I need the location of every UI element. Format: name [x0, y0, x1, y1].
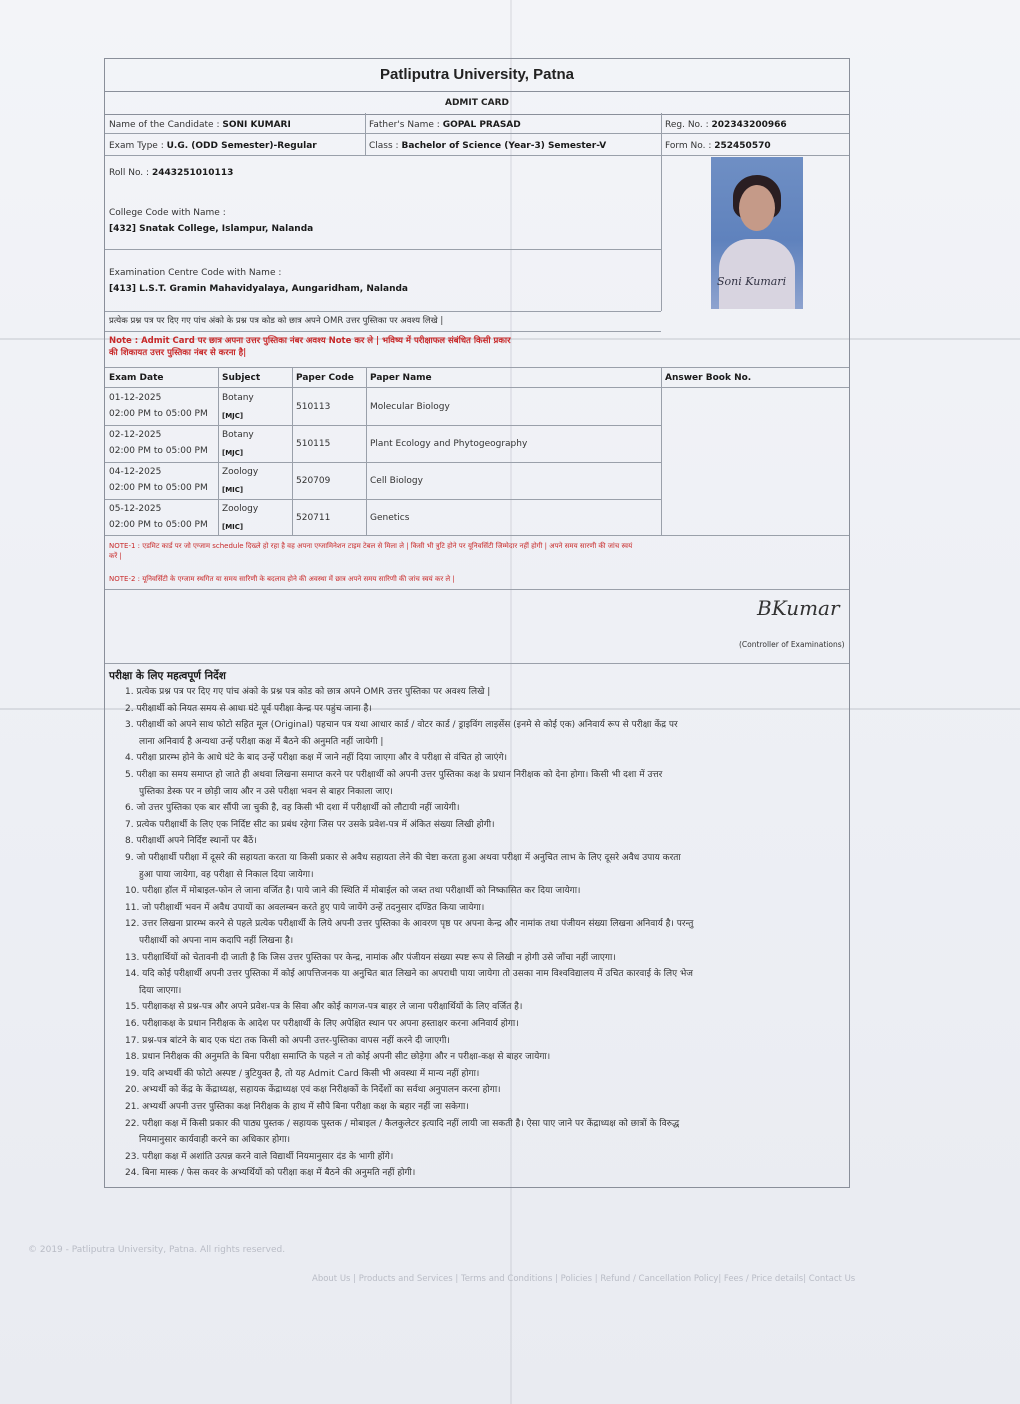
table-row-date: 02-12-2025 [109, 430, 162, 440]
instruction-item: 7. प्रत्येक परीक्षार्थी के लिए एक निर्दिष्ट सीट का प्रबंध रहेगा जिस पर उसके प्रवेश-पत्र में अंकित संख्या लिखी होगी। [125, 819, 495, 830]
footer-links[interactable]: About Us | Products and Services | Terms and Conditions | Policies | Refund / Cancellation Policy| Fees / Price details| Contact Us [312, 1274, 856, 1284]
form-no-row [665, 140, 845, 152]
photo-body [719, 239, 795, 309]
instruction-item: नियमानुसार कार्यवाही करने का अधिकार होगा। [139, 1135, 290, 1146]
row-divider [105, 155, 849, 156]
admit-card-heading: ADMIT CARD [105, 91, 849, 115]
instruction-item: 19. यदि अभ्यर्थी की फोटो अस्पष्ट / त्रुटियुक्त है, तो यह Admit Card किसी भी अवस्था में मान्य नहीं होगा। [125, 1068, 480, 1079]
instruction-item: परीक्षार्थी को अपना नाम कदापि नहीं लिखना है। [139, 936, 294, 946]
row-divider [105, 133, 849, 134]
table-row-paper: Molecular Biology [370, 402, 450, 412]
table-row-time: 02:00 PM to 05:00 PM [109, 409, 208, 419]
admit-card [104, 58, 850, 1188]
table-row-time: 02:00 PM to 05:00 PM [109, 483, 208, 493]
th-exam-date: Exam Date [109, 373, 164, 383]
exam-type-label: Exam Type : [109, 141, 164, 151]
father-name: GOPAL PRASAD [442, 120, 521, 130]
photo-signature: Soni Kumari [717, 275, 787, 288]
instruction-item: 13. परीक्षार्थियों को चेतावनी दी जाती है कि जिस उत्तर पुस्तिका पर केन्द्र, नामांक और पंजीयन संख्या स्पष्ट रूप से लिखी न होगी उसे जाँचा नहीं जाएगा। [125, 952, 616, 963]
note-1 [109, 541, 845, 561]
father-name-label: Father's Name : [369, 120, 440, 130]
th-answer-book: Answer Book No. [665, 373, 752, 383]
instruction-item: 11. जो परीक्षार्थी भवन में अवैध उपायों का अवलम्बन करते हुए पाये जायेंगे उन्हें तदनुसार दण्डित किया जायेगा। [125, 902, 485, 913]
instruction-item: 4. परीक्षा प्रारम्भ होने के आधे घंटे के बाद उन्हें परीक्षा कक्ष में जाने नहीं दिया जाएगा और वे परीक्षा से वंचित हो जाएंगे। [125, 753, 508, 764]
instructions-heading: परीक्षा के लिए महत्वपूर्ण निर्देश [109, 670, 226, 682]
table-row-code: 510113 [296, 402, 331, 412]
reg-no-label: Reg. No. : [665, 120, 709, 130]
candidate-name-row [109, 119, 361, 131]
note-1-text: NOTE-1 : एडमिट कार्ड पर जो एग्जाम schedule दिख्ले हो रहा है वह अपना एग्जामिनेशन टाइम टेबल से मिला ले | किसी भी त्रुटि होने पर यूनिवर्सिटी जिम्मेदार नहीं होगी | अपने समय सारणी की जांच स्वयं [109, 542, 633, 550]
table-header-bottom [105, 387, 849, 388]
table-row-time: 02:00 PM to 05:00 PM [109, 446, 208, 456]
row-divider [105, 663, 849, 664]
instruction-item: 6. जो उत्तर पुस्तिका एक बार सौंपी जा चुकी है, वह किसी भी दशा में परीक्षार्थी को लौटायी नहीं जायेगी। [125, 803, 460, 814]
instruction-item: 12. उत्तर लिखना प्रारम्भ करने से पहले प्रत्येक परीक्षार्थी के लिये अपनी उत्तर पुस्तिका के आवरण पृष्ठ पर अपना केन्द्र और नामांक तथा पंजीयन संख्या लिखना अनिवार्य है। परन्तु [125, 919, 694, 930]
row-divider [105, 249, 661, 250]
instruction-item: 23. परीक्षा कक्ष में अशांति उत्पन्न करने वाले विद्यार्थी नियमानुसार दंड के भागी होंगे। [125, 1151, 394, 1162]
roll-no: 2443251010113 [151, 168, 234, 178]
note-line-2: की शिकायत उत्तर पुस्तिका नंबर से करना है| [109, 348, 247, 358]
col-divider [218, 367, 219, 535]
row-divider [105, 499, 661, 500]
class-label: Class : [369, 141, 399, 151]
exam-type: U.G. (ODD Semester)-Regular [166, 141, 317, 151]
table-bottom [105, 535, 849, 536]
roll-no-label: Roll No. : [109, 168, 150, 178]
instruction-item: 9. जो परीक्षार्थी परीक्षा में दूसरे की सहायता करता या किसी प्रकार से अवैध सहायता लेने की चेष्टा करता हुआ अथवा परीक्षा में अनुचित लाभ के लिए दूसरे अवैध उपाय करता [125, 853, 681, 863]
controller-signature: BKumar [757, 596, 840, 620]
instruction-item: 8. परीक्षार्थी अपने निर्दिष्ट स्थानों पर बैठें। [125, 836, 257, 847]
instruction-item: हुआ पाया जायेगा, वह परीक्षा से निकाल दिया जायेगा। [139, 869, 314, 880]
table-row-subject: Botany [222, 430, 254, 440]
university-title: Patliputra University, Patna [380, 66, 574, 83]
table-row-tag: [MJC] [222, 449, 244, 457]
candidate-name: SONI KUMARI [222, 120, 291, 130]
omr-notice: प्रत्येक प्रश्न पत्र पर दिए गए पांच अंको के प्रश्न पत्र कोड को छात्र अपने OMR उत्तर पुस्तिका पर अवश्य लिखे | [109, 316, 444, 326]
college-label: College Code with Name : [109, 208, 226, 218]
instruction-item: 16. परीक्षाकक्ष के प्रधान निरीक्षक के आदेश पर परीक्षार्थी के लिए अपेक्षित स्थान पर अपना हस्ताक्षर करना अनिवार्य होगा। [125, 1019, 519, 1029]
note-line-1: Note : Admit Card पर छात्र अपना उत्तर पुस्तिका नंबर अवश्य Note कर ले | भविष्य में परीक्षाफल संबंधित किसी प्रकार [109, 336, 511, 346]
col-divider [292, 367, 293, 535]
class-value: Bachelor of Science (Year-3) Semester-V [401, 141, 607, 151]
instruction-item: 2. परीक्षार्थी को नियत समय से आधा घंटे पूर्व परीक्षा केन्द्र पर पहुंच जाना है। [125, 703, 372, 714]
footer-copyright: © 2019 - Patliputra University, Patna. All rights reserved. [28, 1245, 286, 1255]
table-row-time: 02:00 PM to 05:00 PM [109, 520, 208, 530]
col-divider [366, 367, 367, 535]
form-no-label: Form No. : [665, 141, 712, 151]
table-row-subject: Zoology [222, 504, 259, 514]
note-1-text-cont: करें | [109, 552, 122, 560]
row-divider [105, 425, 661, 426]
instruction-item: 21. अभ्यर्थी अपनी उत्तर पुस्तिका कक्ष निरीक्षक के हाथ में सौपे बिना परीक्षा कक्ष के बहार नहीं जा सकेगा। [125, 1102, 469, 1112]
table-row-code: 520711 [296, 513, 331, 523]
instruction-item: लाना अनिवार्य है अन्यथा उन्हें परीक्षा कक्ष में बैठने की अनुमति नहीं जायेगी | [139, 736, 384, 747]
row-divider [105, 331, 661, 332]
controller-label: (Controller of Examinations) [739, 640, 845, 649]
instruction-item: 1. प्रत्येक प्रश्न पत्र पर दिए गए पांच अंको के प्रश्न पत्र कोड को छात्र अपने OMR उत्तर पुस्तिका पर अवश्य लिखे | [125, 687, 491, 697]
reg-no: 202343200966 [711, 120, 787, 130]
note-2: NOTE-2 : यूनिवर्सिटी के एग्जाम स्थगित या समय सारिणी के बदलाव होने की अवस्था में छात्र अपने समय सारिणी की जांच स्वयं कर ले | [109, 575, 455, 583]
table-row-date: 05-12-2025 [109, 504, 162, 514]
instruction-item: 5. परीक्षा का समय समाप्त हो जाते ही अथवा लिखना समाप्त करने पर परीक्षार्थी को अपनी उत्तर पुस्तिका कक्ष के प्रधान निरीक्षक को देना होगा। किसी भी दशा में उत्तर [125, 770, 663, 780]
instruction-item: 10. परीक्षा हॉल में मोबाइल-फोन ले जाना वर्जित है। पाये जाने की स्थिति में मोबाईल को जब्त तथा परीक्षार्थी को निष्कासित कर दिया जायेगा। [125, 886, 581, 897]
roll-no-row [109, 167, 649, 179]
table-row-paper: Plant Ecology and Phytogeography [370, 439, 528, 449]
row-divider [105, 311, 661, 312]
table-top [105, 367, 849, 368]
instruction-item: 14. यदि कोई परीक्षार्थी अपनी उत्तर पुस्तिका में कोई आपत्तिजनक या अनुचित बात लिखने का अपराधी पाया जायेगा तो उसका नाम विश्वविद्यालय में उचित कारवाई के लिए भेज [125, 969, 693, 980]
th-subject: Subject [222, 373, 261, 383]
table-row-code: 510115 [296, 439, 331, 449]
exam-type-row [109, 140, 361, 152]
row-divider [105, 462, 661, 463]
col-divider [365, 113, 366, 155]
form-no: 252450570 [714, 141, 771, 151]
table-row-subject: Zoology [222, 467, 259, 477]
table-row-subject: Botany [222, 393, 254, 403]
instruction-item: 18. प्रधान निरीक्षक की अनुमति के बिना परीक्षा समाप्ति के पहले न तो कोई अपनी सीट छोड़ेगा और न परीक्षा-कक्ष से बाहर जायेगा। [125, 1052, 551, 1063]
th-paper-name: Paper Name [370, 373, 432, 383]
centre-name: [413] L.S.T. Gramin Mahavidyalaya, Aungaridham, Nalanda [109, 284, 409, 294]
table-row-code: 520709 [296, 476, 331, 486]
row-divider [105, 589, 849, 590]
instruction-item: पुस्तिका डेस्क पर न छोड़ी जाय और न उसे परीक्षा भवन से बाहर निकाला जाए। [139, 786, 393, 797]
college-name: [432] Snatak College, Islampur, Nalanda [109, 224, 314, 234]
col-divider [661, 367, 662, 535]
col-divider [661, 113, 662, 311]
reg-no-row [665, 119, 845, 131]
table-row-paper: Cell Biology [370, 476, 423, 486]
table-row-tag: [MIC] [222, 523, 244, 531]
instruction-item: 15. परीक्षाकक्ष से प्रश्न-पत्र और अपने प्रवेश-पत्र के सिवा और कोई कागज-पत्र बाहर ले जाना परीक्षार्थियों के लिए वर्जित है। [125, 1002, 523, 1013]
table-row-date: 04-12-2025 [109, 467, 162, 477]
candidate-name-label: Name of the Candidate : [109, 120, 220, 130]
table-row-paper: Genetics [370, 513, 410, 523]
photo-face [739, 185, 775, 231]
instruction-item: 22. परीक्षा कक्ष में किसी प्रकार की पाठ्य पुस्तक / सहायक पुस्तक / मोबाइल / कैलकुलेटर इत्यादि नहीं लायी जा सकती है। ऐसा पाए जाने पर केंद्राध्यक्ष को छात्रों के विरुद्ध [125, 1118, 680, 1129]
father-name-row [369, 119, 657, 131]
instruction-item: दिया जाएगा। [139, 985, 182, 996]
centre-label: Examination Centre Code with Name : [109, 268, 282, 278]
instruction-item: 17. प्रश्न-पत्र बांटने के बाद एक घंटा तक किसी को अपनी उत्तर-पुस्तिका वापस नहीं करने दी जाएगी। [125, 1035, 450, 1046]
table-row-tag: [MJC] [222, 412, 244, 420]
table-row-tag: [MIC] [222, 486, 244, 494]
candidate-photo [711, 157, 803, 309]
instruction-item: 3. परीक्षार्थी को अपने साथ फोटो सहित मूल (Original) पहचान पत्र यथा आधार कार्ड / वोटर कार्ड / ड्राइविंग लाइसेंस (इनमे से कोई एक) अनिवार्य रूप से परीक्षा केंद्र पर [125, 720, 678, 731]
class-row [369, 140, 657, 152]
th-paper-code: Paper Code [296, 373, 354, 383]
table-row-date: 01-12-2025 [109, 393, 162, 403]
instruction-item: 20. अभ्यर्थी को केंद्र के केंद्राध्यक्ष, सहायक केंद्राध्यक्ष एवं कक्ष निरीक्षकों के निर्देशों का सर्वथा अनुपालन करना होगा। [125, 1085, 501, 1096]
instruction-item: 24. बिना मास्क / फेस कवर के अभ्यर्थियों को परीक्षा कक्ष में बैठने की अनुमति नहीं होगी। [125, 1168, 416, 1179]
